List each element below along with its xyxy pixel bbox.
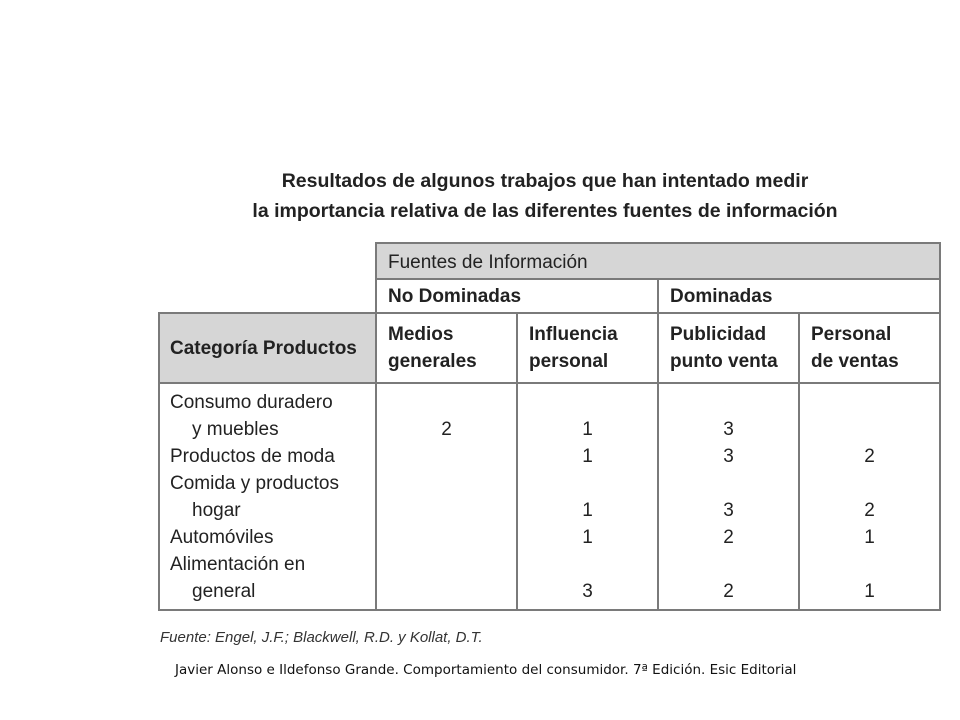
value-cell: 2 xyxy=(723,581,734,602)
column-header-personal-de-ventas: Personal de ventas xyxy=(811,324,899,372)
table-rule xyxy=(657,278,659,611)
table-rule xyxy=(158,609,941,611)
value-cell: 2 xyxy=(723,527,734,548)
group-header-label: Fuentes de Información xyxy=(388,252,588,273)
table-rule xyxy=(376,242,941,244)
values-publicidad-punto-venta xyxy=(658,389,799,605)
value-cell: 1 xyxy=(582,446,593,467)
table-rule xyxy=(158,312,941,314)
value-cell: 2 xyxy=(441,419,452,440)
value-cell: 3 xyxy=(582,581,593,602)
row-label-line: y muebles xyxy=(192,419,279,440)
value-cell: 2 xyxy=(864,446,875,467)
category-header-label: Categoría Productos xyxy=(170,338,357,359)
title-line-1: Resultados de algunos trabajos que han intentado medir xyxy=(281,170,809,192)
value-cell: 2 xyxy=(864,500,875,521)
value-cell: 1 xyxy=(582,419,593,440)
row-label-line: hogar xyxy=(192,500,241,521)
column-header-medios-generales: Medios generales xyxy=(388,324,477,372)
value-cell: 1 xyxy=(582,527,593,548)
row-labels xyxy=(170,389,339,605)
table-rule xyxy=(375,242,377,611)
value-cell: 1 xyxy=(864,527,875,548)
table-source-note: Fuente: Engel, J.F.; Blackwell, R.D. y Kollat, D.T. xyxy=(160,629,483,646)
row-label-line: general xyxy=(192,581,256,602)
table-rule xyxy=(516,312,518,611)
values-personal-de-ventas xyxy=(799,389,940,605)
table-rule xyxy=(158,312,160,611)
value-cell: 1 xyxy=(864,581,875,602)
row-label-line: Automóviles xyxy=(170,527,274,548)
row-label-line: Alimentación en xyxy=(170,554,306,575)
row-label-line: Productos de moda xyxy=(170,446,335,467)
table-rule xyxy=(798,312,800,611)
table-rule xyxy=(158,382,941,384)
title-line-2: la importancia relativa de las diferentes fuentes de información xyxy=(252,200,838,222)
row-label-line: Consumo duradero xyxy=(170,392,333,413)
values-medios-generales xyxy=(376,389,517,443)
subgroup-dominadas: Dominadas xyxy=(670,286,773,307)
value-cell: 3 xyxy=(723,500,734,521)
value-cell xyxy=(376,389,517,416)
category-header-cell xyxy=(158,313,376,383)
value-cell: 3 xyxy=(723,446,734,467)
values-influencia-personal xyxy=(517,389,658,605)
column-header-publicidad-punto-venta: Publicidad punto venta xyxy=(670,324,778,372)
column-header-influencia-personal: Influencia personal xyxy=(529,324,618,372)
slide-footer-citation: Javier Alonso e Ildefonso Grande. Comportamiento del consumidor. 7ª Edición. Esic Editorial xyxy=(175,662,797,678)
value-cell: 1 xyxy=(582,500,593,521)
group-header-cell xyxy=(376,243,940,279)
table-rule xyxy=(939,242,941,611)
row-label-line: Comida y productos xyxy=(170,473,339,494)
subgroup-no-dominadas: No Dominadas xyxy=(388,286,522,307)
value-cell: 3 xyxy=(723,419,734,440)
